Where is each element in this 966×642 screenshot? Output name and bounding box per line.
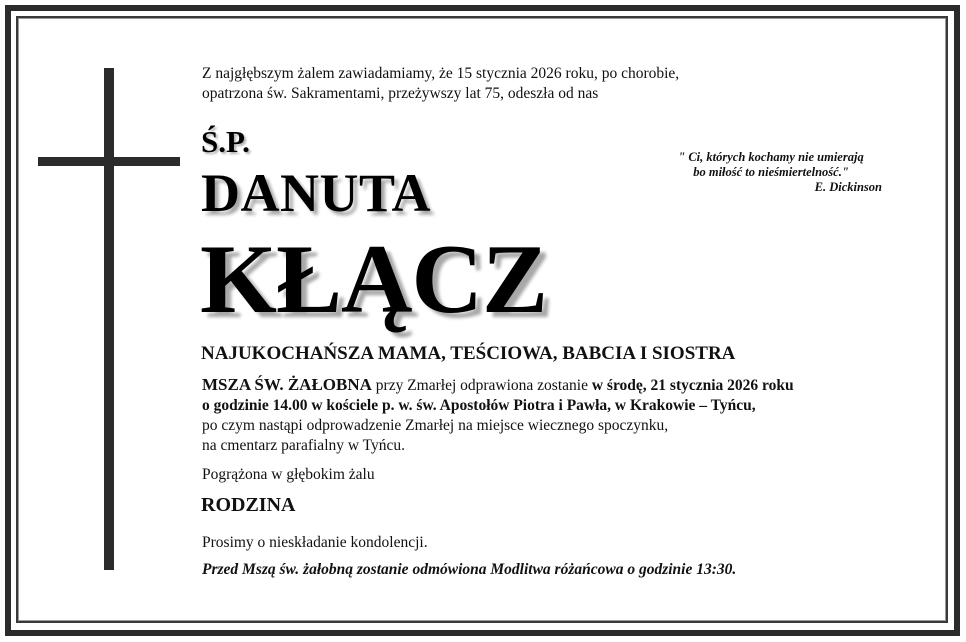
- mass-line-1: [202, 375, 794, 396]
- grief-line: Pogrążona w głębokim żalu: [202, 466, 375, 483]
- cross-horizontal-beam: [38, 157, 180, 166]
- intro-announcement: [202, 64, 679, 104]
- quote-line-1: " Ci, których kochamy nie umierają: [678, 150, 864, 164]
- condolence-request: Prosimy o nieskładanie kondolencji.: [202, 534, 428, 551]
- family-relations-heading: NAJUKOCHAŃSZA MAMA, TEŚCIOWA, BABCIA I SIOSTRA: [201, 343, 736, 364]
- mass-date: w środę, 21 stycznia 2026 roku: [591, 377, 794, 394]
- memorial-quote: [660, 150, 882, 195]
- mass-line-3: po czym nastąpi odprowadzenie Zmarłej na miejsce wiecznego spoczynku,: [202, 417, 669, 434]
- mass-line-4: na cmentarz parafialny w Tyńcu.: [202, 437, 406, 454]
- intro-line-2: opatrzona św. Sakramentami, przeżywszy lat 75, odeszła od nas: [202, 85, 599, 102]
- quote-author: E. Dickinson: [814, 180, 882, 194]
- intro-line-1: Z najgłębszym żalem zawiadamiamy, że 15 stycznia 2026 roku, po chorobie,: [202, 65, 680, 82]
- family-signature: RODZINA: [201, 494, 296, 516]
- prefix-sp: Ś.P.: [201, 124, 250, 159]
- deceased-surname: KŁĄCZ: [200, 225, 548, 334]
- mass-heading: MSZA ŚW. ŻAŁOBNA: [202, 375, 372, 394]
- mass-line-1-text: przy Zmarłej odprawiona zostanie: [371, 377, 592, 394]
- funeral-mass-details: [202, 375, 794, 456]
- deceased-first-name: DANUTA: [201, 163, 431, 223]
- quote-line-2: bo miłość to nieśmiertelność.": [693, 165, 849, 179]
- mass-time-location: o godzinie 14.00 w kościele p. w. św. Apostołów Piotra i Pawła, w Krakowie – Tyńcu,: [202, 397, 756, 414]
- rosary-note: Przed Mszą św. żałobną zostanie odmówiona Modlitwa różańcowa o godzinie 13:30.: [202, 561, 737, 578]
- cross-vertical-beam: [104, 68, 114, 570]
